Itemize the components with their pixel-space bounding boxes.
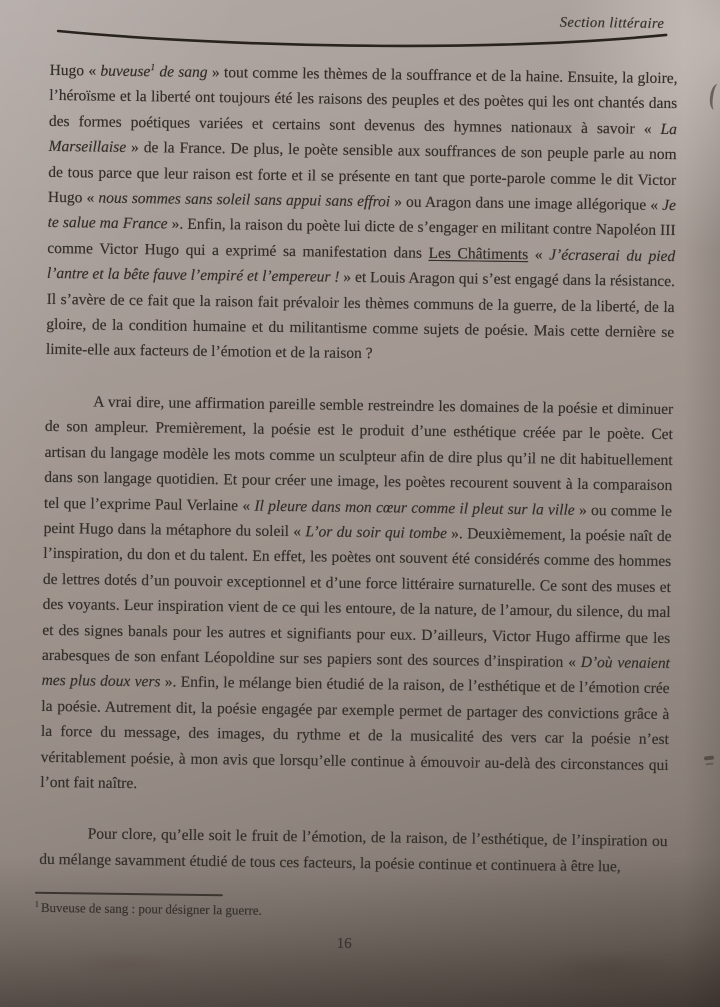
text-run: Je te salue ma France	[47, 196, 677, 233]
text-run: J’écraserai du pied l’antre et la bête fauve l’empiré et l’empereur !	[46, 246, 676, 287]
text-run: «	[528, 246, 550, 264]
shadow-blotch	[530, 949, 680, 989]
text-run: Il pleure dans mon cœur comme il pleut sur la ville	[254, 497, 575, 519]
text-run: nous sommes sans soleil sans appui sans effroi	[98, 189, 391, 211]
footnote-rule	[35, 892, 223, 896]
text-run: buveuse	[100, 62, 151, 81]
footnote-text	[35, 900, 515, 922]
text-run: ». Deuxièmement, la poésie naît de l’inspiration, du don et du talent. En effet, les poètes ont souvent été considérés comme des hommes de lettres dotés d’un pouvoir exceptionnel et d’une force littéraire surnaturelle. Ce sont des muses et des voyants. Leur inspiration vient de ce qui les entoure, de la nature, de l’amour, du silence, du mal et des signes banals pour les autres et signifiants pour eux. D’ailleurs, Victor Hugo affirme que les arabesques de son enfant Léopoldine sur ses papiers sont des sources d’inspiration «	[41, 525, 672, 671]
footnote	[35, 892, 515, 922]
text-run: » ou comme le peint Hugo dans la métaphore du soleil «	[43, 501, 673, 541]
text-run: L’or du soir qui tombe	[305, 523, 448, 543]
footnote-body: Buveuse de sang : pour désigner la guerre.	[40, 899, 262, 918]
text-run: ». Enfin, la raison du poète lui dicte de s’engager en militant contre Napoléon III comme Victor Hugo qui a exprimé sa manifestation dans	[47, 215, 676, 262]
paragraph	[39, 821, 668, 880]
text-run: Pour clore, qu’elle soit le fruit de l’émotion, de la raison, de l’esthétique, de l’inspiration ou du mélange savamment étudié de tous ces facteurs, la poésie continue et continuera à être lue,	[39, 825, 668, 876]
footnote-marker: 1	[34, 898, 40, 909]
section-header: Section littéraire	[559, 14, 665, 32]
text-run: Les Châtiments	[428, 244, 529, 264]
text-run: » tout comme les thèmes de la souffrance et de la haine. Ensuite, la gloire, l’héroïsme et la liberté ont toujours été les raisons des peuples et des poètes qui les ont chantés dans des formes poétiques variées et certains sont devenus des hymnes nationaux à savoir «	[48, 63, 678, 138]
text-run: » ou Aragon dans une image allégorique «	[390, 193, 663, 214]
paragraph	[46, 58, 678, 371]
text-run: D’où venaient mes plus doux vers	[41, 653, 671, 691]
page-number: 16	[336, 935, 352, 952]
text-run: La Marseillaise	[48, 120, 678, 157]
text-run: A vrai dire, une affirmation pareille semble restreindre les domaines de la poésie et diminuer de son ampleur. Premièrement, la poésie est le produit d’une esthétique créée par le poète. Cet artisan du langage modèle les mots comme un sculpteur afin de dire plus qu’il ne dit habituellement dans son langage quotidien. Et pour créer une image, les poètes recourent souvent à la comparaison tel que l’exprime Paul Verlaine «	[43, 393, 674, 515]
text-run: » et Louis Aragon qui s’est engagé dans la résistance. Il s’avère de ce fait que la raison fait prévaloir les thèmes communs de la guerre, de la liberté, de la gloire, de la condition humaine et du militantisme comme sujets de poésie. Mais cette dernière se limite-elle aux facteurs de l’émotion et de la raison ?	[45, 269, 676, 363]
paragraph	[40, 389, 673, 804]
essay-body	[39, 58, 678, 880]
text-run: » de la France. De plus, le poète sensible aux souffrances de son peuple parle au nom de tous parce que leur raison est forte et il se présente en tant que porte-parole comme le dit Victor Hugo «	[47, 139, 677, 207]
text-run: 1	[150, 63, 156, 74]
text-run: ». Enfin, le mélange bien étudié de la raison, de l’esthétique et de l’émotion crée la poésie. Autrement dit, la poésie engagée par exemple permet de partager des convictions grâce à la force du message, des images, du rythme et de la musicalité des vers car la poésie n’est véritablement poésie, à mon avis que lorsqu’elle continue à émouvoir au-delà des circonstances qui l’ont fait naître.	[40, 673, 670, 793]
shadow-blotch	[60, 951, 180, 977]
text-run: Hugo «	[49, 61, 101, 80]
text-run: de sang	[154, 63, 208, 81]
